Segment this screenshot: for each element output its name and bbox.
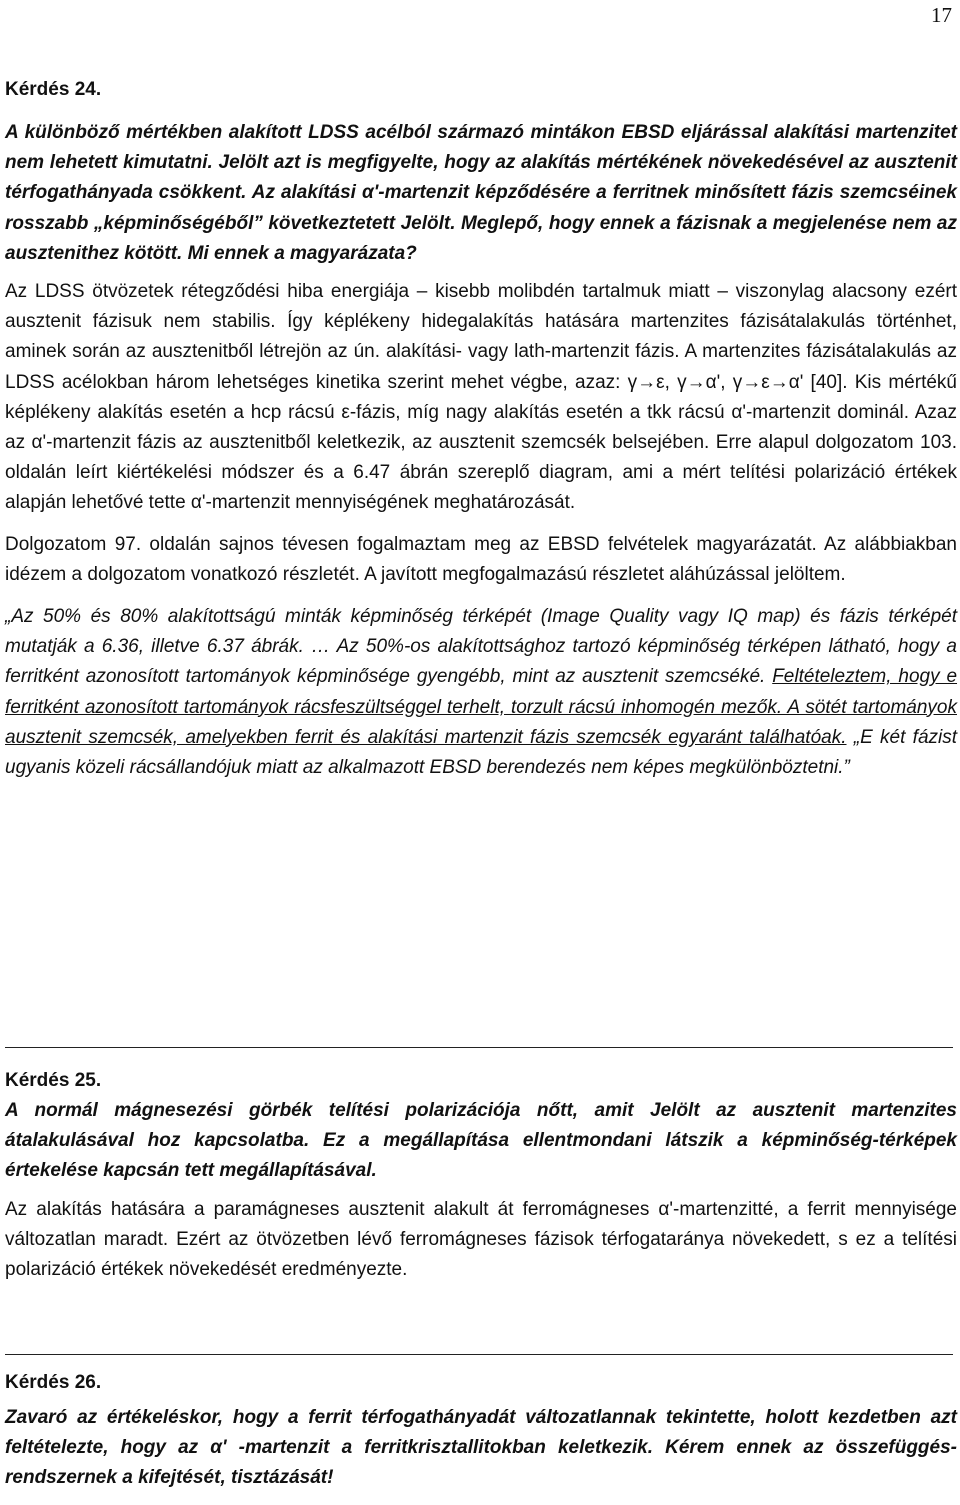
page-number: 17 bbox=[931, 3, 952, 27]
question-25-answer: Az alakítás hatására a paramágneses ausztenit alakult át ferromágneses α'-martenzitté, a ferrit mennyisége változatlan maradt. Ezért az ötvözetben lévő ferromágneses fázisok térfogataránya növekedett, s ez a telítési polarizáció értékek növekedését eredményezte. bbox=[5, 1198, 957, 1281]
quote-part-1: „Az 50% és 80% alakítottságú minták képminőség térképét (Image Quality vagy IQ map) és fázis térképét mutatják a 6.36, illetve 6.37 ábrák. … Az 50%-os alakítottsághoz tartozó képminőség térképen látható, hogy a ferritként azonosított tartományok képminősége gyengébb, mint az ausztenit szemcséké. bbox=[5, 606, 957, 688]
question-24-answer-1: Az LDSS ötvözetek rétegződési hiba energiája – kisebb molibdén tartalmuk miatt – viszonylag alacsony ezért ausztenit fázisuk nem stabilis. Így képlékeny hidegalakítás hatására martenzites fázisátalakulás történhet, aminek során az ausztenitből létrejön az ún. alakítási- vagy lath-martenzit fázis. A martenzites fázisátalakulás az LDSS acélokban három lehetséges kinetika szerint mehet végbe, azaz: γ→ε, γ→α', γ→ε→α' [40]. Kis mértékű képlékeny alakítás esetén a hcp rácsú ε-fázis, míg nagy alakítás esetén a tkk rácsú α'-martenzit dominál. Azaz az α'-martenzit fázis az ausztenitből keletkezik, az ausztenit szemcsék belsejében. Erre alapul dolgozatom 103. oldalán leírt kiértékelési módszer és a 6.47 ábrán szereplő diagram, ami a mért telítési polarizáció értékek alapján lehetővé tette α'-martenzit mennyiségének meghatározását. bbox=[5, 281, 957, 514]
question-24-quote bbox=[5, 602, 957, 783]
question-26-section bbox=[5, 1368, 957, 1494]
question-24-answer-2: Dolgozatom 97. oldalán sajnos tévesen fogalmaztam meg az EBSD felvételek magyarázatát. Az alábbiakban idézem a dolgozatom vonatkozó részletét. A javított megfogalmazású részletet aláhúzással jelöltem. bbox=[5, 533, 957, 585]
section-divider bbox=[5, 1354, 953, 1355]
quote-part-2: „E két fázist ugyanis közeli rácsállandójuk miatt az alkalmazott EBSD berendezés nem képes megkülönböztetni.” bbox=[5, 726, 958, 779]
question-24-text: A különböző mértékben alakított LDSS acélból származó mintákon EBSD eljárással alakítási martenzitet nem lehetett kimutatni. Jelölt azt is megfigyelte, hogy az alakítás mértékének növekedésével az ausztenit térfogathányada csökkent. Az alakítási α'-martenzit képződésére a ferritnek minősített fázis szemcséinek rosszabb „képminőségéből” következtetett Jelölt. Meglepő, hogy ennek a fázisnak a megjelenése nem az ausztenithez kötött. Mi ennek a magyarázata? bbox=[5, 122, 957, 264]
question-25-text: A normál mágnesezési görbék telítési polarizációja nőtt, amit Jelölt az ausztenit martenzites átalakulásával hoz kapcsolatba. Ez a megállapítása ellentmondani látszik a képminőség-térképek értekelése kapcsán tett megállapításával. bbox=[5, 1100, 957, 1182]
question-25-heading: Kérdés 25. bbox=[5, 1070, 102, 1091]
section-divider bbox=[5, 1047, 953, 1048]
quote-underlined-correction: Feltételeztem, hogy e ferritként azonosított tartományok rácsfeszültséggel terhelt, torzult rácsú inhomogén mezők. A sötét tartományok ausztenit szemcsék, amelyekben ferrit és alakítási martenzit fázis szemcsék egyaránt találhatóak. bbox=[5, 666, 958, 748]
question-26-text: Zavaró az értékeléskor, hogy a ferrit térfogathányadát változatlannak tekintette, holott kezdetben azt feltételezte, hogy az α' -martenzit a ferritkrisztallitokban keletkezik. Kérem ennek az összefüggés-rendszernek a kifejtését, tisztázását! bbox=[5, 1407, 957, 1489]
question-26-heading: Kérdés 26. bbox=[5, 1372, 102, 1393]
question-24-section bbox=[5, 75, 957, 783]
question-25-section bbox=[5, 1066, 957, 1285]
question-24-heading: Kérdés 24. bbox=[5, 79, 102, 100]
